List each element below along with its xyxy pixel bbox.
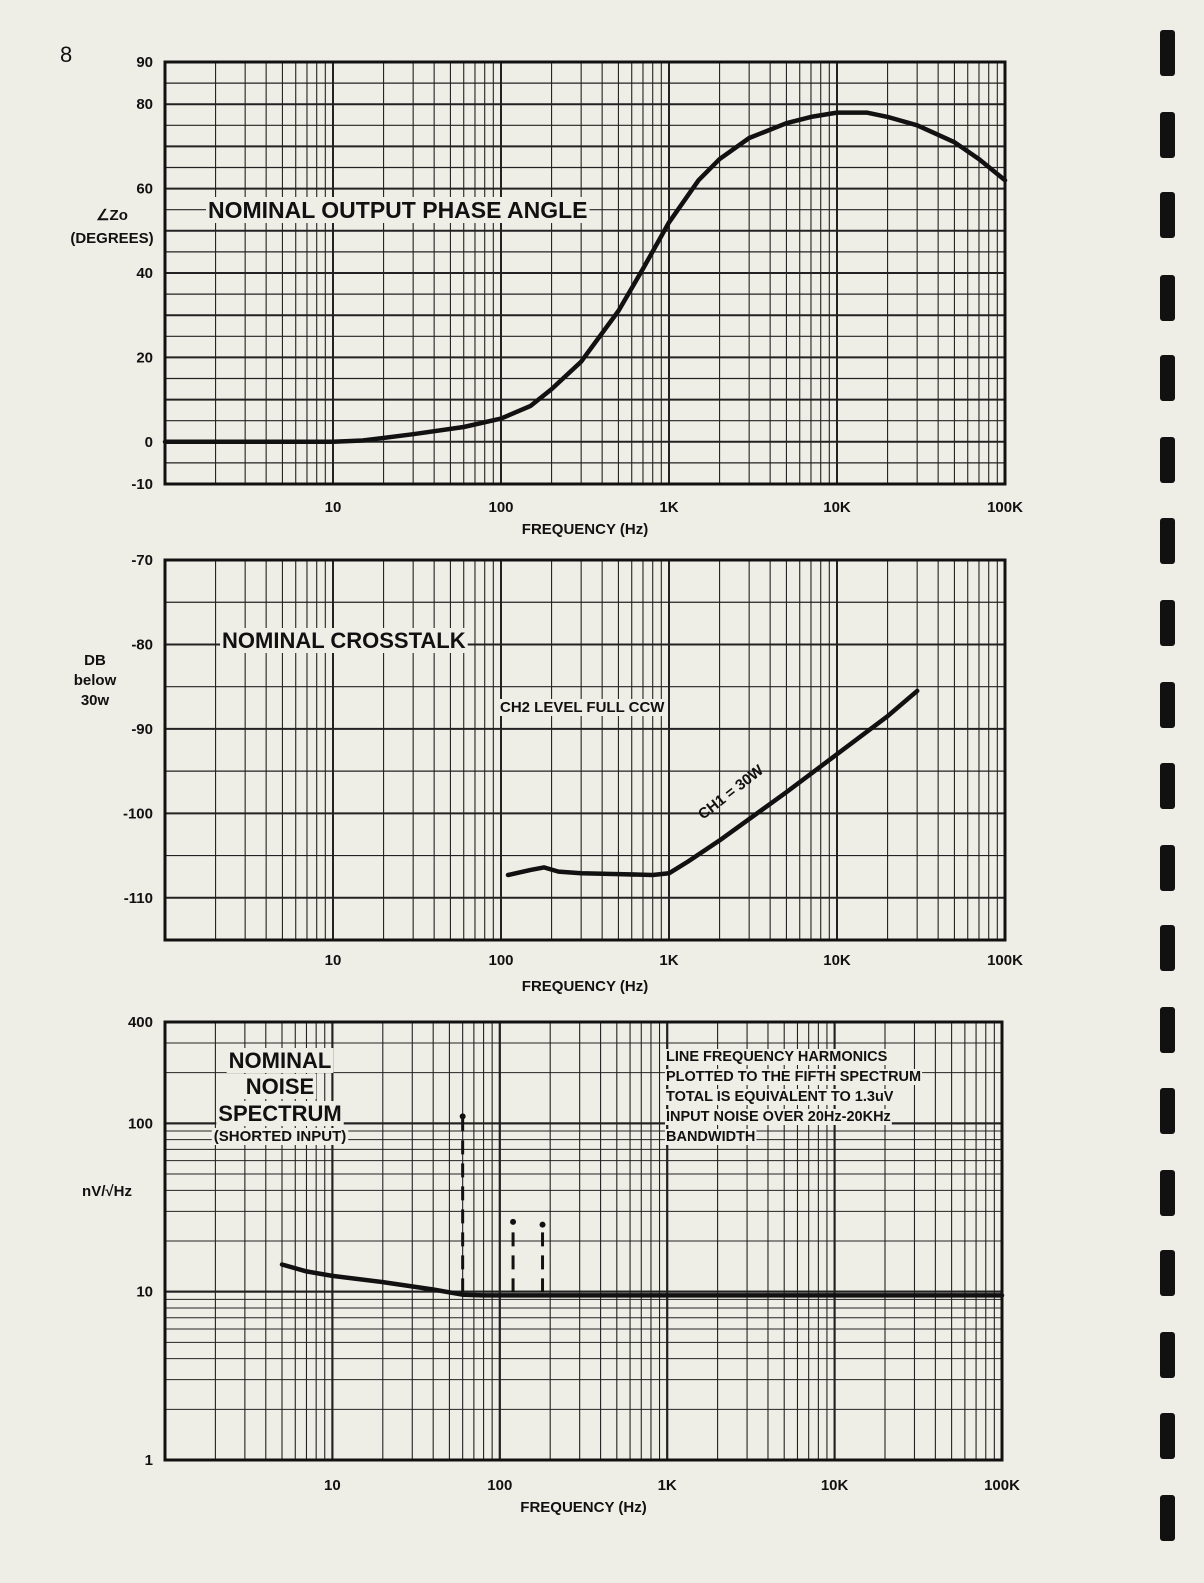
y-axis-label: nV/√Hz <box>82 1183 132 1200</box>
x-tick-label: 100K <box>987 952 1023 969</box>
y-axis-label: 30w <box>80 692 110 709</box>
y-axis-label: ∠Zo <box>96 207 128 224</box>
y-axis-label: DB <box>84 652 106 669</box>
x-axis-label: FREQUENCY (Hz) <box>520 1499 647 1516</box>
y-tick-label: -80 <box>131 636 153 654</box>
y-tick-label: 1 <box>144 1452 153 1469</box>
y-axis-label: below <box>73 672 117 689</box>
y-tick-label: -90 <box>131 720 153 738</box>
y-tick-label: 400 <box>127 1014 153 1031</box>
annotation-ch1-level: CH1 = 30W <box>694 761 767 824</box>
chart-title: NOMINAL OUTPUT PHASE ANGLE <box>208 197 588 223</box>
binder-hole-mark <box>1160 925 1175 971</box>
y-tick-label: -70 <box>131 552 153 569</box>
binder-hole-mark <box>1160 1007 1175 1053</box>
binder-hole-mark <box>1160 1250 1175 1296</box>
y-tick-label: 100 <box>127 1115 153 1133</box>
binder-hole-mark <box>1160 1170 1175 1216</box>
binder-hole-mark <box>1160 112 1175 158</box>
y-tick-label: 0 <box>144 433 153 451</box>
x-axis-label: FREQUENCY (Hz) <box>521 978 649 995</box>
x-tick-label: 10K <box>823 499 851 516</box>
chart-title-line: NOISE <box>245 1074 315 1099</box>
y-tick-label: 80 <box>136 96 153 114</box>
page-number: 8 <box>60 42 73 67</box>
binder-hole-mark <box>1160 275 1175 321</box>
chart-title-line: SPECTRUM <box>218 1101 342 1126</box>
chart-title-line: NOMINAL <box>228 1048 332 1073</box>
series-line <box>165 113 1005 442</box>
annotation-ch2-level: CH2 LEVEL FULL CCW <box>500 699 665 716</box>
x-tick-label: 10K <box>820 1477 849 1494</box>
x-tick-label: 100 <box>488 499 514 516</box>
y-tick-label: -10 <box>131 476 153 493</box>
y-tick-label: 40 <box>136 265 153 282</box>
x-tick-label: 10 <box>324 1477 341 1494</box>
binder-hole-mark <box>1160 192 1175 238</box>
binder-hole-mark <box>1160 845 1175 891</box>
y-tick-label: 60 <box>136 180 153 198</box>
annotation-line: PLOTTED TO THE FIFTH SPECTRUM <box>666 1069 922 1085</box>
binder-hole-mark <box>1160 1413 1175 1459</box>
x-tick-label: 1K <box>659 499 679 516</box>
x-tick-label: 100 <box>488 952 514 969</box>
x-tick-label: 100 <box>487 1477 513 1494</box>
binder-hole-mark <box>1160 682 1175 728</box>
x-axis-label: FREQUENCY (Hz) <box>521 521 649 538</box>
annotation-line: INPUT NOISE OVER 20Hz-20KHz <box>666 1109 891 1125</box>
binder-hole-mark <box>1160 437 1175 483</box>
y-tick-label: 10 <box>136 1283 153 1301</box>
binder-hole-mark <box>1160 1332 1175 1378</box>
annotation-line: LINE FREQUENCY HARMONICS <box>666 1049 888 1065</box>
annotation-line: BANDWIDTH <box>666 1129 756 1145</box>
binder-hole-mark <box>1160 355 1175 401</box>
y-tick-label: -110 <box>123 889 153 907</box>
harmonic-point <box>510 1219 516 1225</box>
binder-hole-mark <box>1160 30 1175 76</box>
chart-subtitle: (SHORTED INPUT) <box>213 1128 347 1145</box>
x-tick-label: 10 <box>324 499 342 516</box>
chart-crosstalk <box>74 552 1023 995</box>
x-tick-label: 1K <box>659 952 679 969</box>
y-tick-label: -100 <box>122 805 153 823</box>
x-tick-label: 100K <box>984 1477 1020 1494</box>
harmonic-point <box>540 1222 546 1228</box>
chart-title: NOMINAL CROSSTALK <box>222 628 466 653</box>
y-tick-label: 20 <box>136 349 153 367</box>
binder-hole-mark <box>1160 1495 1175 1541</box>
binder-hole-mark <box>1160 518 1175 564</box>
y-tick-label: 90 <box>136 54 153 71</box>
plot-frame <box>165 560 1005 940</box>
x-tick-label: 10 <box>324 952 342 969</box>
x-tick-label: 10K <box>823 952 851 969</box>
x-tick-label: 100K <box>987 499 1023 516</box>
harmonic-point <box>460 1113 466 1119</box>
annotation-line: TOTAL IS EQUIVALENT TO 1.3uV <box>666 1089 894 1105</box>
x-tick-label: 1K <box>657 1477 677 1494</box>
binder-hole-mark <box>1160 600 1175 646</box>
binder-hole-mark <box>1160 1088 1175 1134</box>
chart-noise-spectrum <box>82 1014 1020 1516</box>
chart-phase-angle <box>70 54 1023 538</box>
binder-hole-mark <box>1160 763 1175 809</box>
y-axis-label: (DEGREES) <box>70 230 154 247</box>
series-line <box>508 691 917 875</box>
